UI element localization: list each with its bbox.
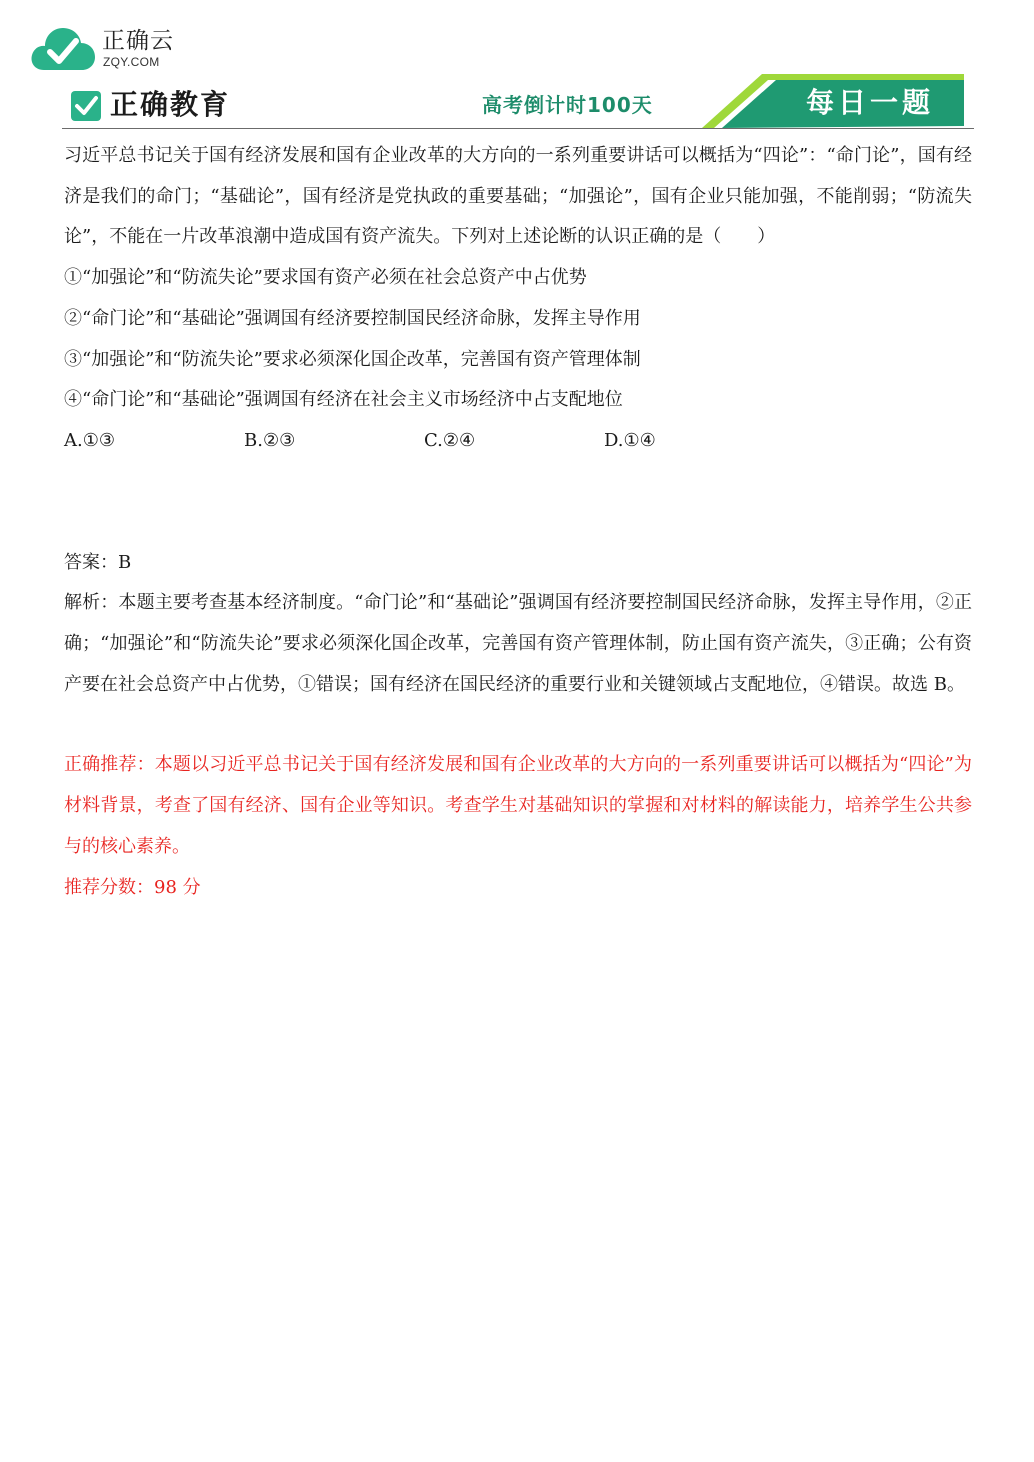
brand-logo	[30, 24, 190, 74]
brand-domain: ZQY.COM	[103, 55, 160, 69]
statement-2: ②“命门论”和“基础论”强调国有经济要控制国民经济命脉，发挥主导作用	[64, 307, 641, 329]
option-d: D.①④	[604, 429, 656, 451]
header-daily-label: 每日一题	[805, 86, 934, 119]
statement-4: ④“命门论”和“基础论”强调国有经济在社会主义市场经济中占支配地位	[64, 389, 623, 411]
option-b: B.②③	[244, 429, 296, 451]
check-box-icon	[70, 90, 102, 122]
question-stem: 习近平总书记关于国有经济发展和国有企业改革的大方向的一系列重要讲话可以概括为“四论”：“命门论”，国有经济是我们的命门；“基础论”，国有经济是党执政的重要基础；“加强论”，国有企业只能加强，不能削弱；“防流失论”，不能在一片改革浪潮中造成国有资产流失。下列对上述论断的认识正确的是（ ）	[64, 145, 972, 248]
header-countdown: 高考倒计时100天	[482, 93, 653, 117]
cloud-check-icon	[30, 24, 96, 72]
analysis-text: 解析：本题主要考查基本经济制度。“命门论”和“基础论”强调国有经济要控制国民经济命脉，发挥主导作用，②正确；“加强论”和“防流失论”要求必须深化国企改革，完善国有资产管理体制，防止国有资产流失，③正确；公有资产要在社会总资产中占优势，①错误；国有经济在国民经济的重要行业和关键领域占支配地位，④错误。故选 B。	[64, 592, 972, 695]
recommendation-text: 正确推荐：本题以习近平总书记关于国有经济发展和国有企业改革的大方向的一系列重要讲话可以概括为“四论”为材料背景，考查了国有经济、国有企业等知识。考查学生对基础知识的掌握和对材料的解读能力，培养学生公共参与的核心素养。	[64, 754, 972, 857]
answer-options	[64, 421, 972, 462]
document-body	[64, 136, 972, 908]
statement-1: ①“加强论”和“防流失论”要求国有资产必须在社会总资产中占优势	[64, 267, 587, 289]
statement-3: ③“加强论”和“防流失论”要求必须深化国企改革，完善国有资产管理体制	[64, 348, 641, 370]
recommendation-score: 推荐分数：98 分	[64, 876, 201, 898]
header-banner	[62, 72, 974, 130]
answer-text: 答案：B	[64, 551, 132, 573]
brand-name: 正确云	[102, 28, 174, 54]
header-title: 正确教育	[110, 88, 231, 121]
option-a: A.①③	[64, 429, 115, 451]
option-c: C.②④	[424, 429, 476, 451]
